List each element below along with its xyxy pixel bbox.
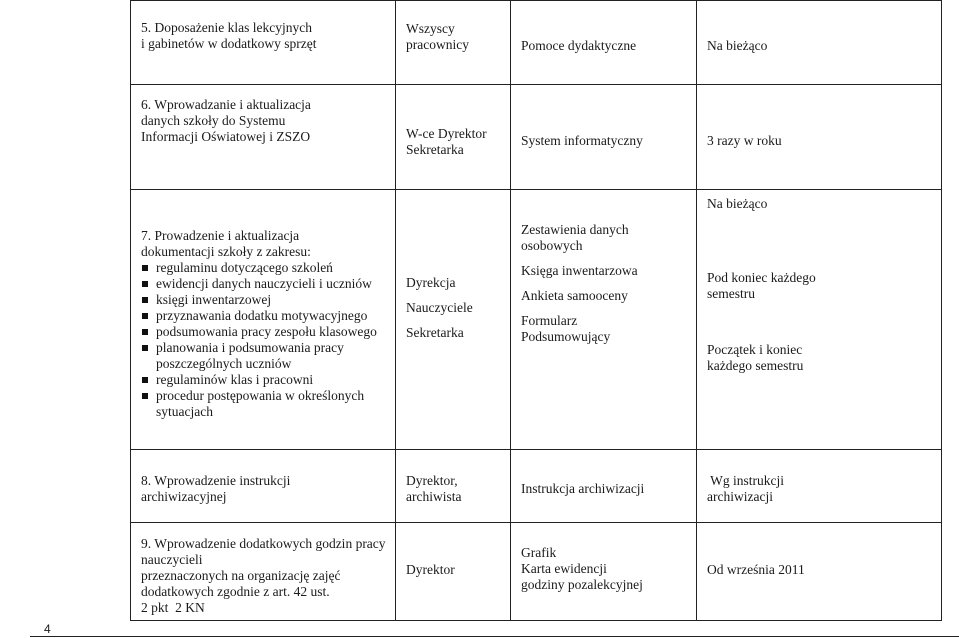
task-cell <box>131 190 396 450</box>
cell-text: Księga inwentarzowa <box>521 263 638 278</box>
cell-text: W-ce Dyrektor <box>406 126 487 141</box>
cell-text: Instrukcja archiwizacji <box>521 481 645 496</box>
cell-text: Sekretarka <box>406 325 464 340</box>
page-footer-rule <box>30 636 959 637</box>
task-cell <box>131 85 396 190</box>
means-cell <box>511 190 697 450</box>
deadline-cell <box>697 1 942 85</box>
cell-text: Dyrektor, <box>406 473 458 488</box>
deadline-cell <box>697 450 942 523</box>
cell-text: Wszyscy <box>406 21 455 36</box>
deadline-cell <box>697 85 942 190</box>
cell-text: dokumentacji szkoły z zakresu: <box>141 244 311 259</box>
cell-text: 2 pkt 2 KN <box>141 600 205 615</box>
cell-text: Na bieżąco <box>707 38 768 53</box>
table-row <box>131 450 942 523</box>
deadline-cell <box>697 523 942 621</box>
cell-text: Karta ewidencji <box>521 561 607 576</box>
scope-list <box>141 372 395 404</box>
cell-text: każdego semestru <box>707 358 804 373</box>
cell-text: Pomoce dydaktyczne <box>521 38 637 53</box>
cell-text: 6. Wprowadzanie i aktualizacja <box>141 97 311 112</box>
cell-text: Informacji Oświatowej i ZSZO <box>141 129 311 144</box>
cell-text: System informatyczny <box>521 133 643 148</box>
list-item: księgi inwentarzowej <box>141 292 395 308</box>
responsible-cell <box>396 190 511 450</box>
cell-text: Wg instrukcji <box>707 473 784 488</box>
cell-text: godziny pozalekcyjnej <box>521 577 643 592</box>
table-row <box>131 1 942 85</box>
cell-text: Początek i koniec <box>707 342 803 357</box>
cell-text: Sekretarka <box>406 142 464 157</box>
cell-text: semestru <box>707 286 755 301</box>
cell-text: Formularz <box>521 313 578 328</box>
scope-list <box>141 260 395 356</box>
cell-text: dodatkowych zgodnie z art. 42 ust. <box>141 584 330 599</box>
cell-text: osobowych <box>521 238 583 253</box>
cell-text: Od września 2011 <box>707 562 805 577</box>
cell-text: archiwizacji <box>707 489 773 504</box>
schedule-table <box>130 0 942 621</box>
cell-text: 9. Wprowadzenie dodatkowych godzin pracy <box>141 536 386 551</box>
means-cell <box>511 1 697 85</box>
list-item: ewidencji danych nauczycieli i uczniów <box>141 276 395 292</box>
list-item: regulaminów klas i pracowni <box>141 372 395 388</box>
means-cell <box>511 523 697 621</box>
cell-text: archiwizacyjnej <box>141 489 227 504</box>
cell-text: Podsumowujący <box>521 329 611 344</box>
cell-text: Dyrekcja <box>406 275 456 290</box>
cell-text: Grafik <box>521 545 557 560</box>
cell-text: 7. Prowadzenie i aktualizacja <box>141 228 300 243</box>
list-item: przyznawania dodatku motywacyjnego <box>141 308 395 324</box>
table-row <box>131 190 942 450</box>
cell-text: 3 razy w roku <box>707 133 782 148</box>
list-item: procedur postępowania w określonych <box>141 388 395 404</box>
task-cell <box>131 523 396 621</box>
cell-text: i gabinetów w dodatkowy sprzęt <box>141 36 317 51</box>
cell-text: danych szkoły do Systemu <box>141 113 286 128</box>
cell-text: 8. Wprowadzenie instrukcji <box>141 473 291 488</box>
cell-text: Nauczyciele <box>406 300 473 315</box>
cell-text: archiwista <box>406 489 462 504</box>
task-cell <box>131 450 396 523</box>
page-number: 4 <box>44 622 51 636</box>
table-row <box>131 85 942 190</box>
means-cell <box>511 85 697 190</box>
cell-text: poszczególnych uczniów <box>156 356 292 371</box>
list-item: podsumowania pracy zespołu klasowego <box>141 324 395 340</box>
responsible-cell <box>396 450 511 523</box>
responsible-cell <box>396 523 511 621</box>
task-cell <box>131 1 396 85</box>
list-item: regulaminu dotyczącego szkoleń <box>141 260 395 276</box>
means-cell <box>511 450 697 523</box>
cell-text: Na bieżąco <box>707 196 768 211</box>
responsible-cell <box>396 85 511 190</box>
cell-text: Zestawienia danych <box>521 222 629 237</box>
responsible-cell <box>396 1 511 85</box>
cell-text: Dyrektor <box>406 562 455 577</box>
cell-text: pracownicy <box>406 37 469 52</box>
cell-text: Pod koniec każdego <box>707 270 816 285</box>
table-row <box>131 523 942 621</box>
cell-text: sytuacjach <box>156 404 213 419</box>
deadline-cell <box>697 190 942 450</box>
cell-text: Ankieta samooceny <box>521 288 628 303</box>
cell-text: przeznaczonych na organizację zajęć <box>141 568 341 583</box>
cell-text: 5. Doposażenie klas lekcyjnych <box>141 20 312 35</box>
cell-text: nauczycieli <box>141 552 203 567</box>
list-item: planowania i podsumowania pracy <box>141 340 395 356</box>
